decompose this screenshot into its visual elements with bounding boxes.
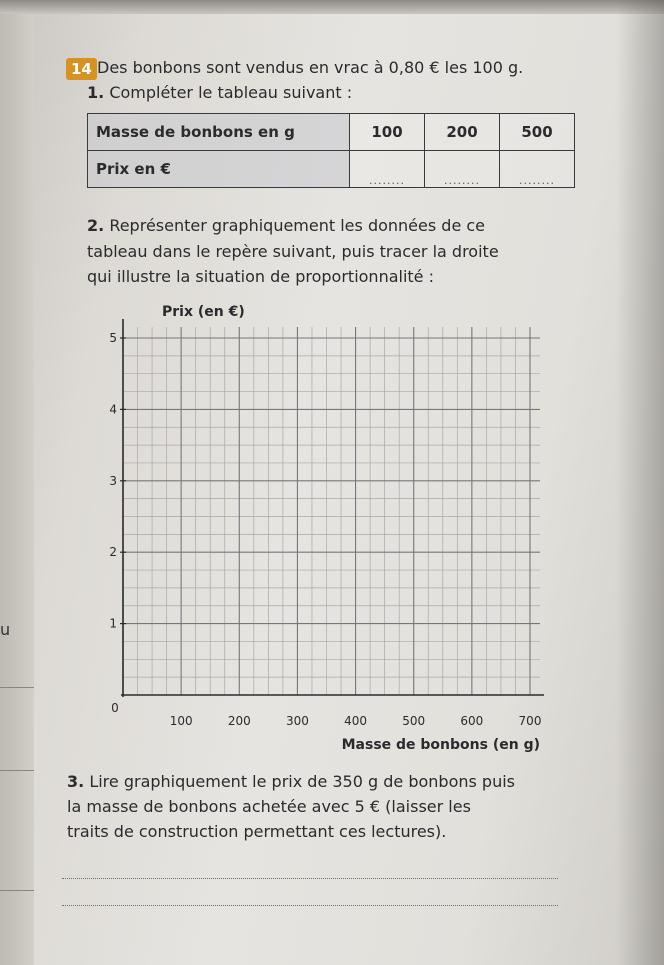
x-tick-label-origin: 0	[111, 701, 119, 715]
question-text: Représenter graphiquement les données de ce	[109, 216, 486, 235]
axes	[121, 319, 544, 697]
question-text: Lire graphiquement le prix de 350 g de bonbons puis	[89, 772, 515, 791]
x-tick-label: 500	[402, 714, 426, 728]
y-tick-label: 5	[109, 331, 117, 345]
y-tick-label: 1	[109, 616, 117, 631]
margin-fragment: u	[0, 620, 11, 639]
x-tick-label: 700	[518, 714, 542, 728]
x-tick-label: 300	[285, 714, 309, 728]
x-tick-label: 400	[344, 714, 368, 728]
y-tick-label: 3	[109, 473, 117, 488]
question-3-line-2: la masse de bonbons achetée avec 5 € (laisser les	[67, 797, 471, 816]
cell-masse-3: 500	[500, 114, 575, 151]
grid-major-lines	[123, 327, 540, 695]
question-3-line-3: traits de construction permettant ces lectures).	[67, 822, 447, 841]
x-tick-label: 200	[227, 714, 251, 728]
question-text: Compléter le tableau suivant :	[109, 83, 353, 102]
answer-line-1[interactable]	[62, 878, 558, 879]
answer-line-2[interactable]	[62, 905, 558, 906]
exercise-number-badge: 14	[66, 58, 97, 80]
question-2-line-2: tableau dans le repère suivant, puis tracer la droite	[87, 242, 499, 261]
row-label-masse: Masse de bonbons en g	[88, 114, 350, 151]
question-2-line-3: qui illustre la situation de proportionnalité :	[87, 267, 434, 286]
question-3-line-1	[67, 771, 515, 793]
y-axis-label: Prix (en €)	[162, 304, 245, 320]
x-tick-label: 100	[169, 714, 193, 728]
cell-prix-2-blank[interactable]: ........	[425, 151, 500, 188]
x-axis-label: Masse de bonbons (en g)	[341, 737, 540, 753]
grid-minor-lines	[123, 327, 540, 695]
exercise-statement: Des bonbons sont vendus en vrac à 0,80 € les 100 g.	[97, 58, 524, 77]
y-tick-label: 2	[109, 545, 117, 560]
cell-masse-2: 200	[425, 114, 500, 151]
question-number: 3.	[67, 772, 85, 791]
cell-prix-3-blank[interactable]: ........	[500, 151, 575, 188]
cell-masse-1: 100	[350, 114, 425, 151]
row-label-prix: Prix en €	[88, 151, 350, 188]
cell-prix-1-blank[interactable]: ........	[350, 151, 425, 188]
x-tick-label: 600	[460, 714, 484, 728]
y-tick-label: 4	[109, 402, 117, 417]
tick-labels	[109, 331, 541, 728]
question-number: 1.	[87, 83, 105, 102]
question-number: 2.	[87, 216, 105, 235]
